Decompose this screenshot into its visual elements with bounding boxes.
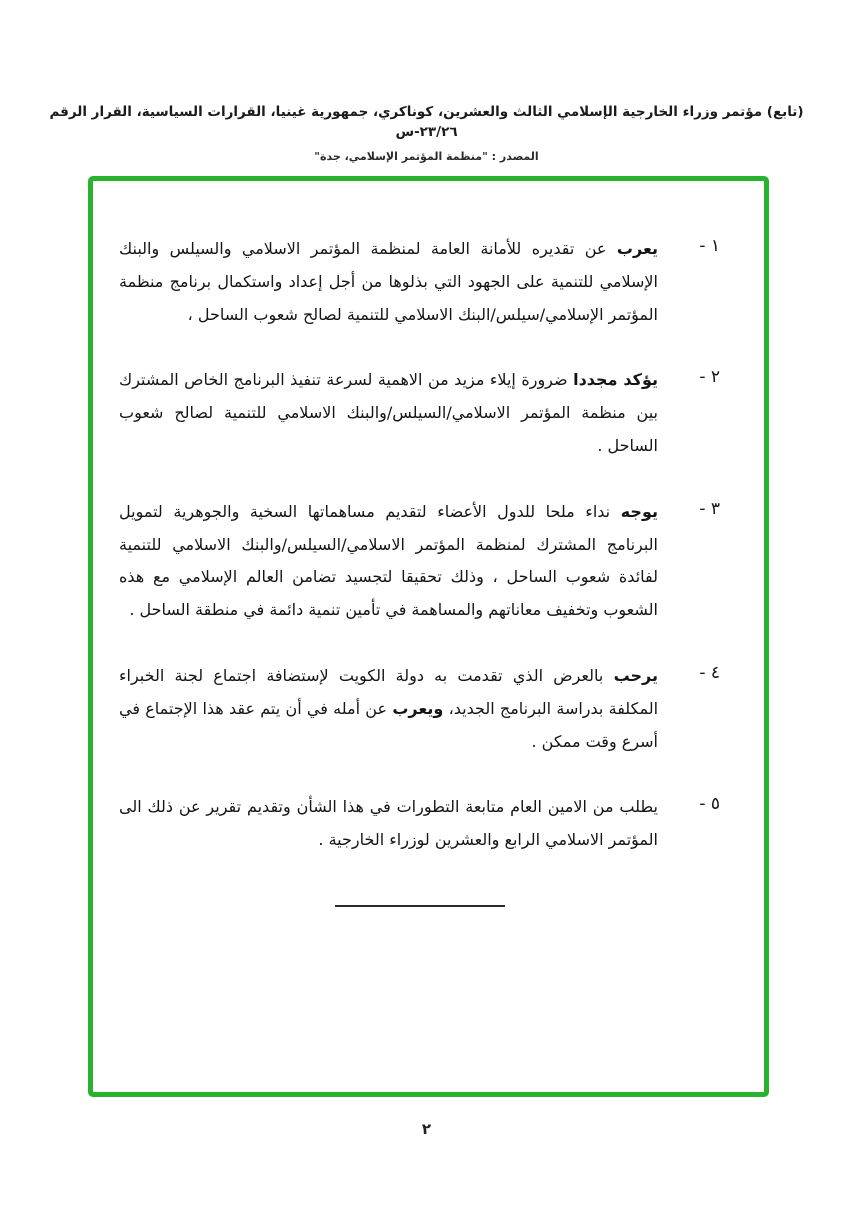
item-text	[119, 791, 658, 857]
item-lead-word: يعرب	[616, 239, 658, 258]
item-text	[119, 233, 658, 331]
item-text	[119, 496, 658, 627]
resolution-item-5	[119, 791, 720, 857]
item-paragraph: بالعرض الذي تقدمت به دولة الكويت لإستضافة اجتماع لجنة الخبراء المكلفة بدراسة البرنامج الجديد،	[119, 665, 659, 718]
end-divider-line	[335, 905, 505, 907]
item-number: ٣ -	[699, 498, 720, 519]
item-number: ٥ -	[699, 794, 720, 815]
header-source: المصدر : "منظمة المؤتمر الإسلامي، جدة"	[314, 149, 539, 163]
item-mid-bold-word: ويعرب	[392, 698, 444, 718]
item-text	[119, 364, 658, 462]
item-paragraph: نداء ملحا للدول الأعضاء لتقديم مساهماتها السخية والجوهرية لتمويل البرنامج المشترك لمنظمة المؤتمر الاسلامي/السيلس/والبنك الاسلامي للتنمية لفائدة شعوب الساحل ، وذلك تحقيقا لتجسيد تضامن العالم الإسلامي مع هذه الشعوب وتخفيف معاناتهم والمساهمة في تأمين تنمية دائمة في منطقة الساحل .	[119, 501, 658, 620]
resolution-item-4	[119, 660, 720, 758]
item-paragraph: عن تقديره للأمانة العامة لمنظمة المؤتمر الاسلامي والسيلس والبنك الإسلامي للتنمية على الجهود التي بذلوها من أجل إعداد واستكمال برنامج منظمة المؤتمر الإسلامي/سيلس/البنك الاسلامي للتنمية لصالح شعوب الساحل ،	[119, 239, 658, 324]
highlight-box	[88, 176, 769, 1097]
document-header	[30, 102, 823, 163]
item-paragraph: عن أمله في أن يتم عقد هذا الإجتماع في أسرع وقت ممكن .	[119, 698, 658, 751]
item-paragraph: يطلب من الامين العام متابعة التطورات في هذا الشأن وتقديم تقرير عن ذلك الى المؤتمر الاسلامي الرابع والعشرين لوزراء الخارجية .	[119, 797, 658, 850]
item-lead-word: يوجه	[620, 501, 658, 521]
item-text	[119, 660, 658, 758]
item-lead-word: يؤكد مجددا	[573, 370, 659, 390]
item-number: ٤ -	[699, 662, 720, 683]
item-lead-word: يرحب	[613, 665, 658, 685]
resolution-item-2	[119, 364, 720, 462]
resolution-item-1	[119, 233, 720, 331]
page-number: ٢	[421, 1120, 432, 1138]
item-number: ١ -	[699, 236, 720, 256]
resolution-body	[119, 233, 720, 907]
resolution-item-3	[119, 496, 720, 627]
item-paragraph: ضرورة إيلاء مزيد من الاهمية لسرعة تنفيذ البرنامج الخاص المشترك بين منظمة المؤتمر الاسلامي/السيلس/والبنك الاسلامي للتنمية لصالح شعوب الساحل .	[119, 370, 658, 455]
item-number: ٢ -	[699, 367, 720, 388]
header-title: (تابع) مؤتمر وزراء الخارجية الإسلامي الثالث والعشرين، كوناكري، جمهورية غينيا، القرارات السياسية، القرار الرقم ٢٣/٢٦-س	[49, 104, 804, 141]
